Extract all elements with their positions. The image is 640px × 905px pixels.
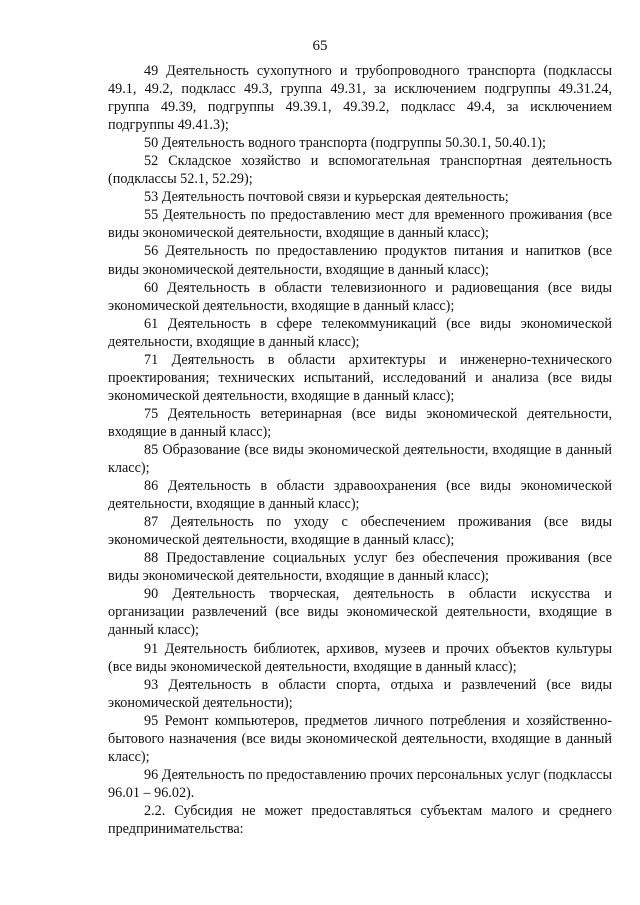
paragraph-activity-86: 86 Деятельность в области здравоохранения (все виды экономической деятельности, входящие в данный класс); (108, 478, 612, 513)
paragraph-activity-90: 90 Деятельность творческая, деятельность в области искусства и организации развлечений (все виды экономической деятельности, входящие в данный класс); (108, 586, 612, 639)
paragraph-activity-53: 53 Деятельность почтовой связи и курьерская деятельность; (144, 189, 509, 206)
paragraph-activity-95: 95 Ремонт компьютеров, предметов личного потребления и хозяйственно-бытового назначения (все виды экономической деятельности, входящие в данный класс); (108, 712, 612, 765)
paragraph-activity-49: 49 Деятельность сухопутного и трубопроводного транспорта (подклассы 49.1, 49.2, подкласс 49.3, группа 49.31, за исключением подгруппы 49.31.24, группа 49.39, подгруппы 49.39.1, 49.39.2, подкласс 49.4, за исключением подгруппы 49.41.3); (108, 63, 612, 134)
paragraph-activity-96: 96 Деятельность по предоставлению прочих персональных услуг (подклассы 96.01 – 96.02). (108, 766, 612, 801)
paragraph-activity-93: 93 Деятельность в области спорта, отдыха и развлечений (все виды экономической деятельности); (108, 676, 612, 711)
paragraph-activity-56: 56 Деятельность по предоставлению продуктов питания и напитков (все виды экономической деятельности, входящие в данный класс); (108, 243, 612, 278)
paragraph-clause-2-2: 2.2. Субсидия не может предоставляться субъектам малого и среднего предпринимательства: (108, 802, 612, 837)
paragraph-activity-55: 55 Деятельность по предоставлению мест для временного проживания (все виды экономической деятельности, входящие в данный класс); (108, 207, 612, 242)
paragraph-activity-52: 52 Складское хозяйство и вспомогательная транспортная деятельность (подклассы 52.1, 52.29); (108, 153, 612, 188)
page-number: 65 (312, 38, 328, 54)
paragraph-activity-71: 71 Деятельность в области архитектуры и инженерно-технического проектирования; технических испытаний, исследований и анализа (все виды экономической деятельности, входящие в данный класс); (108, 351, 612, 404)
document-body (108, 62, 612, 838)
paragraph-activity-50: 50 Деятельность водного транспорта (подгруппы 50.30.1, 50.40.1); (144, 135, 546, 152)
paragraph-activity-91: 91 Деятельность библиотек, архивов, музеев и прочих объектов культуры (все виды экономической деятельности, входящие в данный класс); (108, 640, 612, 675)
paragraph-activity-85: 85 Образование (все виды экономической деятельности, входящие в данный класс); (108, 441, 612, 477)
paragraph-activity-60: 60 Деятельность в области телевизионного и радиовещания (все виды экономической деятельности, входящие в данный класс); (108, 279, 612, 314)
paragraph-activity-87: 87 Деятельность по уходу с обеспечением проживания (все виды экономической деятельности, входящие в данный класс); (108, 514, 612, 549)
paragraph-activity-88: 88 Предоставление социальных услуг без обеспечения проживания (все виды экономической деятельности, входящие в данный класс); (108, 550, 612, 585)
paragraph-activity-75: 75 Деятельность ветеринарная (все виды экономической деятельности, входящие в данный класс); (108, 405, 612, 440)
paragraph-activity-61: 61 Деятельность в сфере телекоммуникаций (все виды экономической деятельности, входящие в данный класс); (108, 315, 612, 350)
